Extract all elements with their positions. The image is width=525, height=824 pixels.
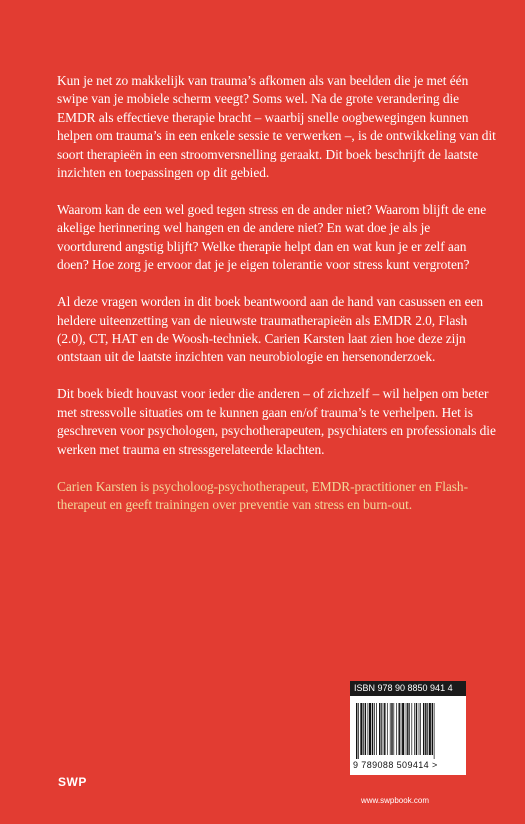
barcode-bar <box>414 703 415 755</box>
barcode-bar <box>401 703 402 755</box>
barcode-bar <box>369 703 371 755</box>
author-bio: Carien Karsten is psycholoog-psychotherapeut, EMDR-practitioner en Flash-therapeut en geeft trainingen over preventie van stress en burn-out. <box>57 478 468 513</box>
barcode-bar <box>390 703 391 755</box>
barcode-bar <box>368 703 369 755</box>
barcode-bar <box>393 703 394 755</box>
barcode-bar <box>398 703 399 755</box>
barcode-bar <box>381 703 382 755</box>
isbn-label: ISBN 978 90 8850 941 4 <box>350 681 466 696</box>
barcode-bar <box>425 703 426 755</box>
blurb-paragraph-2: Waarom kan de een wel goed tegen stress en de ander niet? Waarom blijft de ene akelige herinnering wel hangen en de andere niet? En wat doe je als je voortdurend angstig blijft? Welke therapie helpt dan en wat kun je er zelf aan doen? Hoe zorg je ervoor dat je je eigen tolerantie voor stress kunt vergroten? <box>57 202 487 273</box>
barcode-bar <box>409 703 410 755</box>
barcode-bar <box>391 703 392 755</box>
barcode-bar <box>411 703 412 755</box>
barcode-bar <box>376 703 377 755</box>
barcode-bar <box>423 703 424 755</box>
barcode-bar <box>420 703 421 755</box>
barcode-image <box>355 703 461 759</box>
blurb-paragraph-4: Dit boek biedt houvast voor ieder die anderen – of zichzelf – wil helpen om beter met stressvolle situaties om te kunnen gaan en/of trauma’s te verhelpen. Het is geschreven voor psychologen, psychotherapeuten, psychiaters en professionals die werken met trauma en stressgerelateerde klachten. <box>57 386 496 457</box>
publisher-logo: SWP <box>58 775 87 789</box>
barcode-bar <box>365 703 366 755</box>
barcode-bar <box>360 703 362 755</box>
barcode-bar <box>387 703 388 755</box>
barcode-bar <box>432 703 433 755</box>
barcode-bar <box>379 703 380 755</box>
barcode-bar <box>406 703 407 755</box>
barcode-digits: 9 789088 509414 > <box>353 760 438 770</box>
barcode-box <box>350 681 466 775</box>
barcode-bar <box>396 703 397 755</box>
barcode-bar <box>384 703 385 755</box>
barcode-bar <box>374 703 375 755</box>
publisher-website: www.swpbook.com <box>361 796 430 805</box>
blurb-paragraph-3: Al deze vragen worden in dit boek beantwoord aan de hand van casussen en een heldere uiteenzetting van de nieuwste traumatherapieën als EMDR 2.0, Flash (2.0), CT, HAT en de Woosh-techniek. Carien Karsten laat zien hoe deze zijn ontstaan uit de laatste inzichten van neurobiologie en hersenonderzoek. <box>57 294 484 365</box>
blurb-paragraph-1: Kun je net zo makkelijk van trauma’s afkomen als van beelden die je met één swipe van je mobiele scherm veegt? Soms wel. Na de grote verandering die EMDR als effectieve therapie bracht – waarbij snelle oogbewegingen kunnen helpen om trauma’s in een enkele sessie te verwerken –, is de ontwikkeling van dit soort therapieën in een stroomversnelling geraakt. Dit boek beschrijft de laatste inzichten en toepassingen op dit gebied. <box>57 73 496 181</box>
barcode-bar <box>363 703 364 755</box>
barcode-bar <box>429 703 431 755</box>
barcode-bar <box>372 703 373 755</box>
barcode-bar <box>407 703 408 755</box>
barcode-bar <box>402 703 404 755</box>
barcode-bar <box>383 703 384 755</box>
barcode-bar <box>356 703 357 759</box>
barcode-bar <box>416 703 417 755</box>
barcode-bar <box>434 703 435 759</box>
blurb-text <box>57 72 497 533</box>
barcode-bar <box>427 703 428 755</box>
barcode-bar <box>358 703 359 759</box>
barcode-bar <box>419 703 420 755</box>
